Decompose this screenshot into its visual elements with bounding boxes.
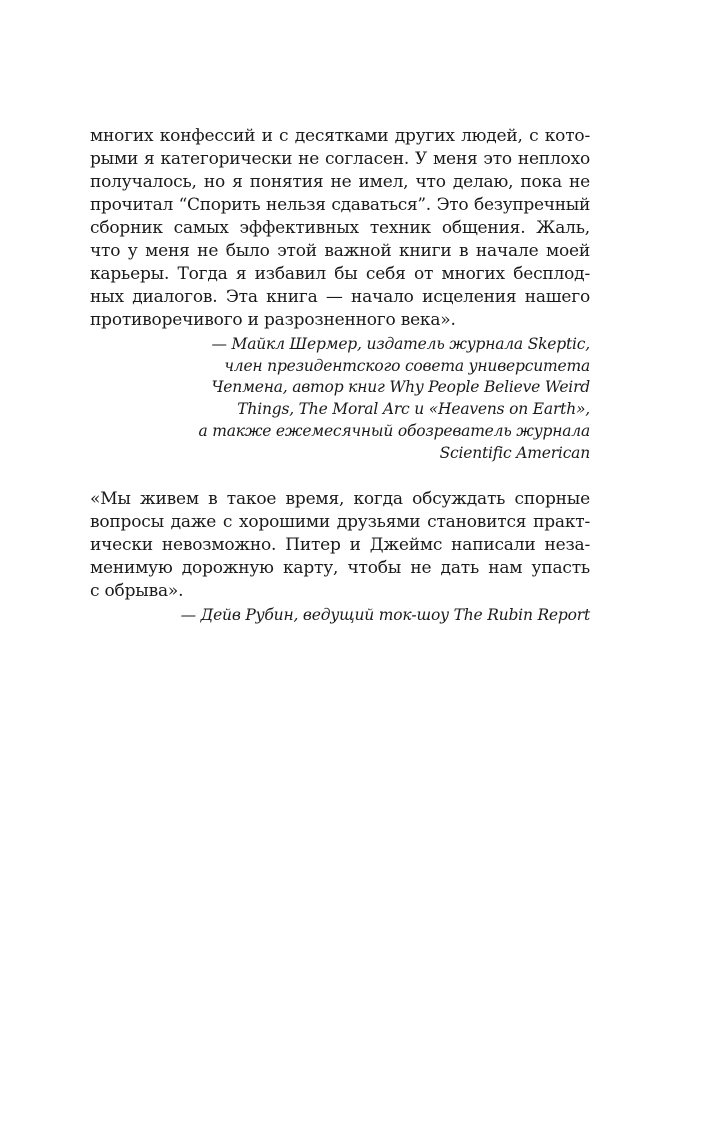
quote-text xyxy=(90,125,590,332)
quote-line: рыми я категорически не согласен. У меня это неплохо xyxy=(90,149,590,169)
quote-line: с обрыва». xyxy=(90,581,184,602)
quote-line: прочитал “Спорить нельзя сдаваться”. Это безупречный xyxy=(90,195,590,215)
quote-line: получалось, но я понятия не имел, что делаю, пока не xyxy=(90,172,590,192)
quote-line: «Мы живем в такое время, когда обсуждать спорные xyxy=(90,489,590,510)
attribution-line: а также ежемесячный обозреватель журнала xyxy=(198,421,590,440)
quote-line: ных диалогов. Эта книга — начало исцеления нашего xyxy=(90,287,590,307)
quote-line: вопросы даже с хорошими друзьями становится практ- xyxy=(90,512,590,533)
quote-attribution xyxy=(90,334,590,464)
quote-line: многих конфессий и с десятками других людей, с кото- xyxy=(90,126,590,146)
quote-line: что у меня не было этой важной книги в начале моей xyxy=(90,241,590,261)
quote-rubin xyxy=(90,488,590,627)
attribution-line: — Майкл Шермер, издатель журнала Skeptic, xyxy=(211,335,590,353)
attribution-line: — Дейв Рубин, ведущий ток-шоу The Rubin Report xyxy=(180,606,590,625)
quote-line: ически невозможно. Питер и Джеймс написали неза- xyxy=(90,535,590,556)
quote-text xyxy=(90,488,590,603)
quote-line: противоречивого и разрозненного века». xyxy=(90,310,456,330)
book-page xyxy=(90,125,590,627)
attribution-line: Scientific American xyxy=(439,443,590,462)
quote-attribution xyxy=(90,605,590,627)
quote-line: менимую дорожную карту, чтобы не дать нам упасть xyxy=(90,558,590,579)
attribution-line: Чепмена, автор книг Why People Believe Weird xyxy=(211,378,590,397)
quote-line: сборник самых эффективных техник общения. Жаль, xyxy=(90,218,590,238)
attribution-line: член президентского совета университета xyxy=(224,356,590,375)
attribution-line: Things, The Moral Arc и «Heavens on Earth», xyxy=(237,400,590,419)
quote-shermer xyxy=(90,125,590,464)
quote-line: карьеры. Тогда я избавил бы себя от многих бесплод- xyxy=(90,264,590,284)
